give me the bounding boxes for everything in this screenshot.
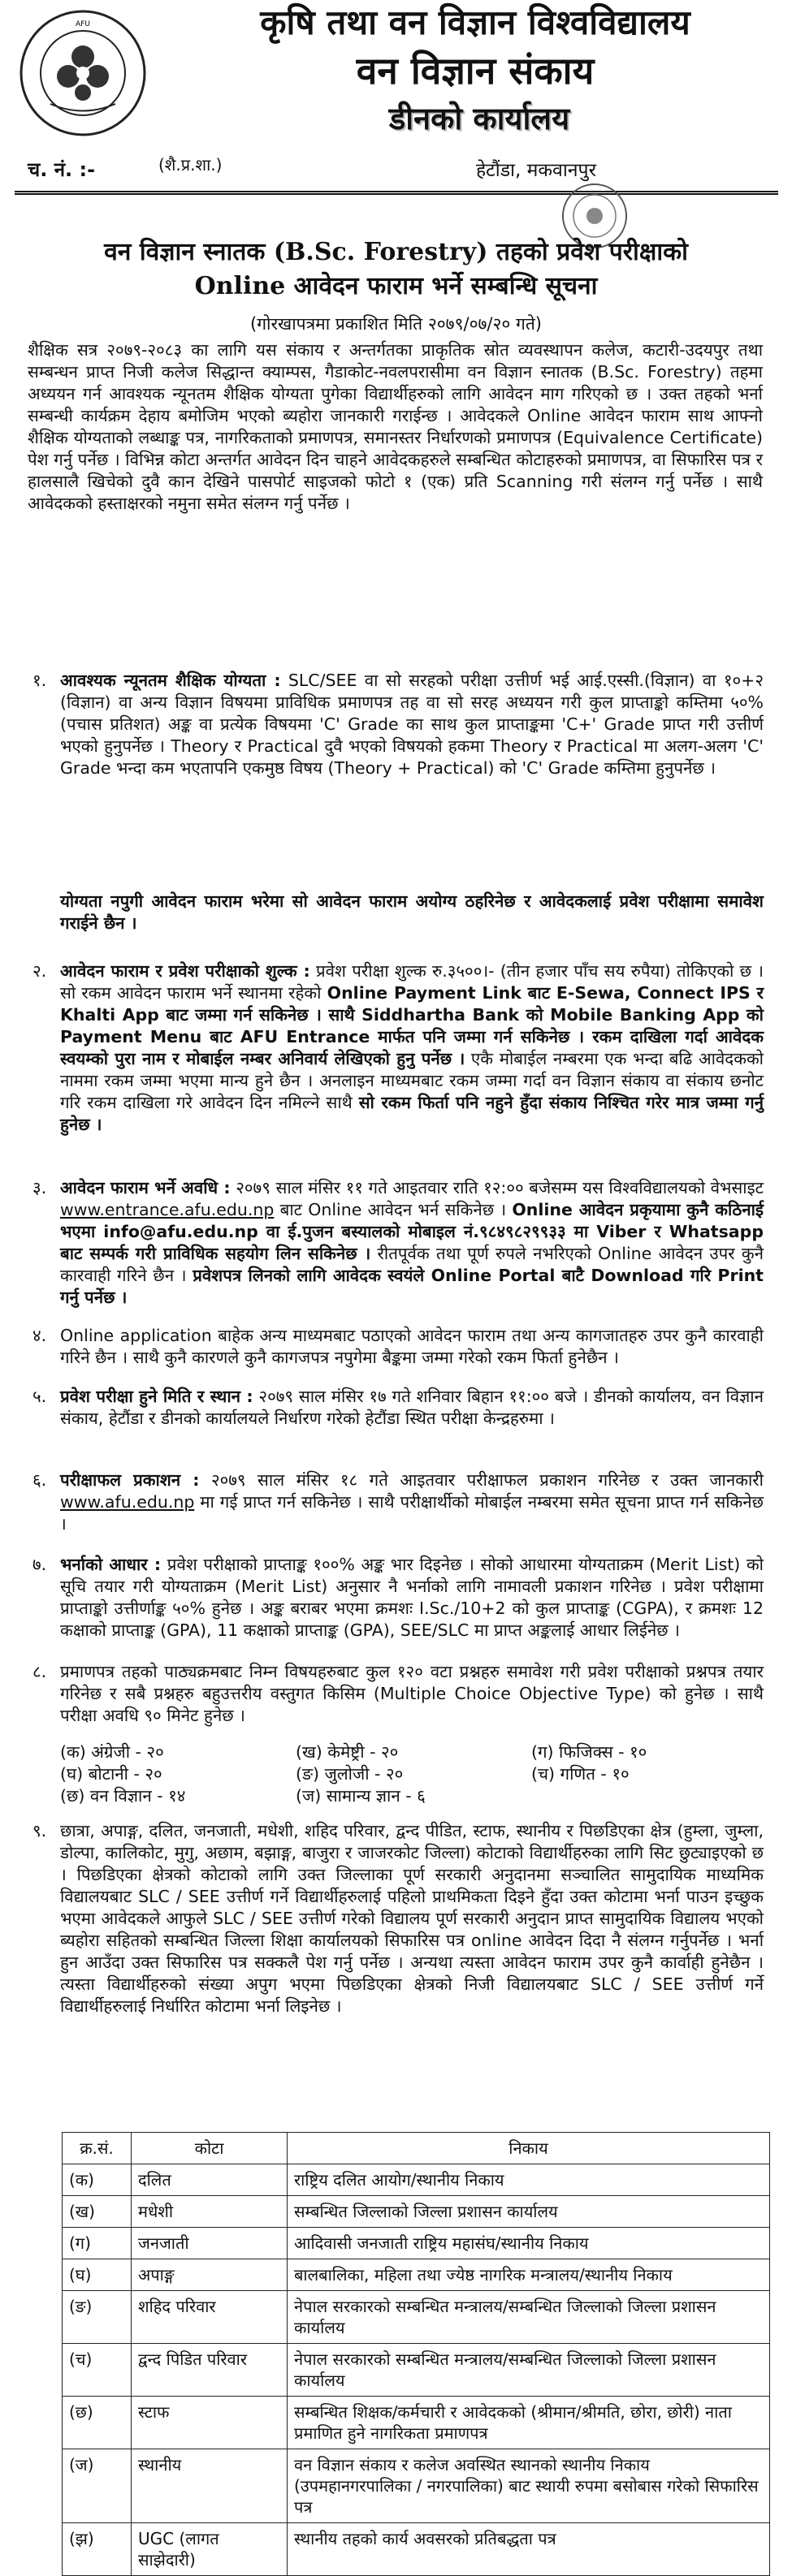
row-quota: UGC (लागत साझेदारी): [132, 2523, 288, 2576]
office-name: डीनको कार्यालय: [388, 101, 570, 136]
reference-number: च. नं. :-: [28, 158, 96, 181]
branch-label: (शै.प्र.शा.): [158, 155, 223, 175]
section-number: ८.: [32, 1662, 47, 1681]
section-body: Online application बाहेक अन्य माध्यमबाट पठाएको आवेदन फाराम तथा अन्य कागजातहरु उपर कुनै कारवाही गरिने छैन । साथै कुनै कारणले कुनै कागजपत्र नपुगेमा बैङ्कमा जम्मा गरेको रकम फिर्ता हुनेछैन ।: [60, 1326, 764, 1367]
row-quota: जनजाती: [132, 2228, 288, 2259]
quota-table: [62, 2132, 770, 2576]
payment-instructions: Online Payment Link बाट E-Sewa, Connect IPS र Khalti App बाट जम्मा गर्न सकिनेछ । साथै Siddhartha Bank को Mobile Banking App को Payment Menu बाट AFU Entrance मार्फत पनि जम्मा गर्न सकिनेछ । रकम दाखिला गर्दा आवेदक स्वयम्को पुरा नाम र मोबाईल नम्बर अनिवार्य लेखिएको हुनु पर्नेछ ।: [60, 983, 764, 1068]
row-quota: द्वन्द पिडित परिवार: [132, 2344, 288, 2397]
section-body: २०७९ साल मंसिर १८ गते आइतवार परीक्षाफल प्रकाशन गरिनेछ र उक्त जानकारी: [199, 1470, 764, 1490]
section-number: ६.: [32, 1470, 47, 1490]
section-number: २.: [32, 961, 47, 981]
section-body: प्रवेश परीक्षा शुल्क रु.३५००।- (तीन हजार पाँच सय रुपैया) तोकिएको छ । सो रकम आवेदन फाराम भर्ने स्थानमा रहेको: [60, 961, 764, 1003]
row-quota: मधेशी: [132, 2196, 288, 2228]
section-heading: परीक्षाफल प्रकाशन :: [60, 1470, 200, 1490]
subject-item: (ग) फिजिक्स - १०: [531, 1742, 647, 1762]
subject-item: (घ) बोटानी - २०: [60, 1764, 162, 1784]
section-result: [32, 1469, 764, 1535]
row-serial: (ज): [63, 2449, 132, 2523]
table-row: [63, 2259, 770, 2291]
section-heading: प्रवेश परीक्षा हुने मिति र स्थान :: [60, 1387, 253, 1406]
row-authority: आदिवासी जनजाती राष्ट्रिय महासंघ/स्थानीय निकाय: [288, 2228, 770, 2259]
table-header-row: [63, 2133, 770, 2164]
publication-date: (गोरखापत्रमा प्रकाशित मिति २०७९/०७/२० गते): [250, 314, 542, 334]
subject-row: [60, 1741, 759, 1763]
section-body: २०७९ साल मंसिर ११ गते आइतवार राति १२:०० बजेसम्म यस विश्वविद्यालयको वेभसाइट: [230, 1178, 764, 1197]
row-serial: (च): [63, 2344, 132, 2397]
section-number: ४.: [32, 1326, 47, 1345]
section-body: एकै मोबाईल नम्बरमा एक भन्दा बढि आवेदकको नाममा रकम जम्मा भएमा मान्य हुने छैन । अनलाइन माध्यमबाट रकम जम्मा गर्दा वन विज्ञान संकाय वा संकाय छनोट गरि रकम दाखिला गरे आवेदन दिन नमिल्ने साथै: [60, 1049, 764, 1112]
subject-item: (ख) केमेष्ट्री - २०: [296, 1742, 399, 1762]
table-row: [63, 2228, 770, 2259]
column-header: कोटा: [132, 2133, 288, 2164]
row-authority: राष्ट्रिय दलित आयोग/स्थानीय निकाय: [288, 2164, 770, 2196]
row-quota: स्थानीय: [132, 2449, 288, 2523]
section-exam-date: [32, 1386, 764, 1430]
subject-item: (ङ) जुलोजी - २०: [296, 1764, 404, 1784]
svg-text:AFU: AFU: [76, 20, 90, 28]
section-body: बाट Online आवेदन भर्न सकिनेछ ।: [274, 1200, 513, 1219]
notice-subtitle: Online आवेदन फाराम भर्ने सम्बन्धि सूचना: [194, 272, 598, 300]
intro-paragraph: शैक्षिक सत्र २०७९-२०८३ का लागि यस संकाय र अन्तर्गतका प्राकृतिक स्रोत व्यवस्थापन कलेज, कटारी-उदयपुर तथा सम्बन्धन प्राप्त निजी कलेज सिद्धान्त क्याम्पस, गैडाकोट-नवलपरासीमा वन विज्ञान स्नातक (B.Sc. Forestry) तहमा अध्ययन गर्न आवश्यक न्यूनतम शैक्षिक योग्यता पुगेका विद्यार्थीहरुको लागि आवेदन माग गरिएको छ । उक्त तहको भर्ना सम्बन्धी कार्यक्रम देहाय बमोजिम भएको ब्यहोरा जानकारी गराईन्छ । आवेदकले Online आवेदन फाराम साथ आफ्नो शैक्षिक योग्यताको लब्धाङ्क पत्र, नागरिकताको प्रमाणपत्र, समानस्तर निर्धारणको प्रमाणपत्र (Equivalence Certificate) पेश गर्नु पर्नेछ । विभिन्न कोटा अन्तर्गत आवेदन दिन चाहने आवेदकहरुले सम्बन्धित कोटाहरुको प्रमाणपत्र, वा सिफारिस पत्र र हालसालै खिचेको दुवै कान देखिने पासपोर्ट साइजको फोटो १ (एक) प्रति Scanning गरी संलग्न गर्नु पर्नेछ । साथै आवेदकको हस्ताक्षरको नमुना समेत संलग्न गर्नु पर्नेछ ।: [28, 340, 763, 513]
section-admission-basis: [32, 1554, 764, 1642]
section-heading: आवेदन फाराम र प्रवेश परीक्षाको शुल्क :: [60, 961, 310, 981]
row-serial: (ख): [63, 2196, 132, 2228]
section-body: प्रमाणपत्र तहको पाठ्यक्रमबाट निम्न विषयहरुबाट कुल १२० वटा प्रश्नहरु समावेश गरी प्रवेश परीक्षाको प्रश्नपत्र तयार गरिनेछ र सबै प्रश्नहरु बहुउत्तरीय वस्तुगत किसिम (Multiple Choice Objective Type) को हुनेछ । साथै परीक्षा अवधि ९० मिनेट हुनेछ ।: [60, 1662, 764, 1725]
section-heading: आवेदन फाराम भर्ने अवधि :: [60, 1178, 231, 1197]
row-authority: वन विज्ञान संकाय र कलेज अवस्थित स्थानको स्थानीय निकाय (उपमहानगरपालिका / नगरपालिका) बाट स्थायी रुपमा बसोबास गरेको सिफारिस पत्र: [288, 2449, 770, 2523]
subject-marks-list: [60, 1741, 759, 1807]
row-serial: (ग): [63, 2228, 132, 2259]
office-address: हेटौंडा, मकवानपुर: [475, 160, 597, 181]
section-qualification: [32, 670, 764, 779]
subject-row: [60, 1785, 759, 1807]
header-divider: [15, 191, 778, 195]
refund-note: सो रकम फिर्ता पनि नहुने हुँदा संकाय निश्चित गरेर मात्र जम्मा गर्नु हुनेछ ।: [60, 1093, 764, 1134]
row-authority: बालबालिका, महिला तथा ज्येष्ठ नागरिक मन्त्रालय/स्थानीय निकाय: [288, 2259, 770, 2291]
table-row: [63, 2291, 770, 2344]
column-header: निकाय: [288, 2133, 770, 2164]
row-quota: अपाङ्ग: [132, 2259, 288, 2291]
row-serial: (झ): [63, 2523, 132, 2576]
row-serial: (घ): [63, 2259, 132, 2291]
row-authority: नेपाल सरकारको सम्बन्धित मन्त्रालय/सम्बन्धित जिल्लाको जिल्ला प्रशासन कार्यालय: [288, 2344, 770, 2397]
section-heading: भर्नाको आधार :: [60, 1555, 162, 1574]
row-serial: (ङ): [63, 2291, 132, 2344]
section-body: मा गई प्राप्त गर्न सकिनेछ । साथै परीक्षार्थीको मोबाईल नम्बरमा समेत सूचना प्राप्त गर्न सकिनेछ ।: [60, 1492, 764, 1534]
column-header: क्र.सं.: [63, 2133, 132, 2164]
table-row: [63, 2523, 770, 2576]
subject-item: (ज) सामान्य ज्ञान - ६: [296, 1786, 426, 1806]
subject-row: [60, 1763, 759, 1785]
row-quota: स्टाफ: [132, 2397, 288, 2449]
section-body: प्रवेश परीक्षाको प्राप्ताङ्क १००% अङ्क भार दिइनेछ । सोको आधारमा योग्यताक्रम (Merit List) को सूचि तयार गरी योग्यताक्रम (Merit List) अनुसार नै भर्नाको लागि नामावली प्रकाशन गरिनेछ । प्रवेश परीक्षामा प्राप्ताङ्को उत्तीर्णाङ्क ५०% हुनेछ । अङ्क बराबर भएमा क्रमशः I.Sc./10+2 को कुल प्राप्ताङ्क (CGPA), र क्रमशः 12 कक्षाको प्राप्ताङ्क (GPA), 11 कक्षाको प्राप्ताङ्क (GPA), SEE/SLC मा प्राप्त अङ्कलाई आधार लिईनेछ ।: [60, 1555, 764, 1640]
table-row: [63, 2397, 770, 2449]
section-heading: आवश्यक न्यूनतम शैक्षिक योग्यता :: [60, 671, 281, 690]
support-contact: Online आवेदन प्रकृयामा कुनै कठिनाई भएमा info@afu.edu.np वा ई.पुजन बस्यालको मोबाइल नं.९८४९८२९९३३ मा Viber र Whatsapp बाट सम्पर्क गरी प्राविधिक सहयोग लिन सकिनेछ ।: [60, 1200, 764, 1263]
row-authority: सम्बन्धित शिक्षक/कर्मचारी र आवेदकको (श्रीमान/श्रीमति, छोरा, छोरी) नाता प्रमाणित हुने नागरिकता प्रमाणपत्र: [288, 2397, 770, 2449]
section-body: रीतपूर्वक तथा पूर्ण रुपले नभरिएको Online आवेदन उपर कुनै कारवाही गरिने छैन ।: [60, 1244, 764, 1285]
section-body: SLC/SEE वा सो सरहको परीक्षा उत्तीर्ण भई आई.एस्सी.(विज्ञान) वा १०+२ (विज्ञान) वा अन्य विज्ञान विषयमा प्राविधिक प्रमाणपत्र तह वा सो सरह अध्ययन गरी कुल प्राप्ताङ्को कम्तिमा ५०% (पचास प्रतिशत) अङ्क वा प्रत्येक विषयमा 'C' Grade का साथ कुल प्राप्ताङ्कमा 'C+' Grade प्राप्त गरी उत्तीर्ण भएको हुनुपर्नेछ । Theory र Practical दुवै भएको विषयको हकमा Theory र Practical मा अलग-अलग 'C' Grade भन्दा कम भएतापनि एकमुष्ठ विषय (Theory + Practical) को 'C' Grade कम्तिमा हुनुपर्नेछ ।: [60, 671, 764, 778]
row-authority: स्थानीय तहको कार्य अवसरको प्रतिबद्धता पत्र: [288, 2523, 770, 2576]
table-row: [63, 2344, 770, 2397]
row-serial: (छ): [63, 2397, 132, 2449]
section-exam-pattern: [32, 1661, 764, 1727]
university-name: कृषि तथा वन विज्ञान विश्वविद्यालय: [260, 2, 690, 42]
section-number: ३.: [32, 1178, 47, 1197]
table-row: [63, 2449, 770, 2523]
section-quota: [32, 1820, 764, 2017]
table-row: [63, 2196, 770, 2228]
row-authority: नेपाल सरकारको सम्बन्धित मन्त्रालय/सम्बन्धित जिल्लाको जिल्ला प्रशासन कार्यालय: [288, 2291, 770, 2344]
row-quota: दलित: [132, 2164, 288, 2196]
section-number: ५.: [32, 1387, 47, 1406]
section-online-only: [32, 1325, 764, 1369]
section-deadline: [32, 1177, 764, 1309]
entrance-website-link[interactable]: www.entrance.afu.edu.np: [60, 1200, 275, 1219]
subject-item: (क) अंग्रेजी - २०: [60, 1742, 164, 1762]
university-logo: [18, 8, 148, 138]
section-body: छात्रा, अपाङ्ग, दलित, जनजाती, मधेशी, शहिद परिवार, द्वन्द पीडित, स्टाफ, स्थानीय र पिछडिएका क्षेत्र (हुम्ला, जुम्ला, डोल्पा, कालिकोट, मुगु, अछाम, बझाङ्ग, बाजुरा र जाजरकोट जिल्ला) कोटाको विद्यार्थीहरुका लागि सिट छुट्याइएको छ । पिछडिएका क्षेत्रको कोटाको लागि उक्त जिल्लाका पूर्ण सरकारी अनुदानमा सञ्चालित सामुदायिक माध्यमिक विद्यालयबाट SLC / SEE उत्तीर्ण गर्ने विद्यार्थीहरुलाई पहिलो प्राथमिकता दिइने हुँदा उक्त कोटामा भर्ना पाउन इच्छुक भएमा आवेदकले आफुले SLC / SEE उत्तीर्ण गरेको विद्यालय पूर्ण सरकारी अनुदान प्राप्त सामुदायिक विद्यालय भएको ब्यहोरा सहितको सम्बन्धित जिल्ला शिक्षा कार्यालयको सिफारिस पत्र online आवेदन दिदा नै संलग्न गर्नुपर्नेछ । भर्ना हुन आउँदा उक्त सिफारिस पत्र सक्कलै पेश गर्नु पर्नेछ । अन्यथा त्यस्ता आवेदन फाराम उपर कुनै कार्वाही हुनेछैन । त्यस्ता विद्यार्थीहरुको संख्या अपुग भएमा पिछडिएका क्षेत्रको निजी विद्यालयबाट SLC / SEE उत्तीर्ण गर्ने विद्यार्थीहरुलाई निर्धारित कोटामा भर्ना लिइनेछ ।: [60, 1821, 764, 2016]
admit-card-note: प्रवेशपत्र लिनको लागि आवेदक स्वयंले Online Portal बाटै Download गरि Print गर्नु पर्नेछ ।: [60, 1266, 764, 1307]
row-authority: सम्बन्धित जिल्लाको जिल्ला प्रशासन कार्यालय: [288, 2196, 770, 2228]
row-quota: शहिद परिवार: [132, 2291, 288, 2344]
section-body: २०७९ साल मंसिर १७ गते शनिवार बिहान ११:०० बजे । डीनको कार्यालय, वन विज्ञान संकाय, हेटौंडा र डीनको कार्यालयले निर्धारण गरेको हेटौंडा स्थित परीक्षा केन्द्रहरुमा ।: [60, 1387, 764, 1428]
qualification-warning: योग्यता नपुगी आवेदन फाराम भरेमा सो आवेदन फाराम अयोग्य ठहरिनेछ र आवेदकलाई प्रवेश परीक्षामा समावेश गराईने छैन ।: [60, 891, 764, 933]
row-serial: (क): [63, 2164, 132, 2196]
afu-website-link[interactable]: www.afu.edu.np: [60, 1492, 195, 1512]
section-fee: [32, 960, 764, 1136]
faculty-name: वन विज्ञान संकाय: [356, 49, 595, 93]
notice-title: वन विज्ञान स्नातक (B.Sc. Forestry) तहको प्रवेश परीक्षाको: [104, 238, 688, 266]
subject-item: (च) गणित - १०: [531, 1764, 630, 1784]
section-number: ९.: [32, 1821, 47, 1840]
section-number: ७.: [32, 1555, 47, 1574]
table-row: [63, 2164, 770, 2196]
subject-item: (छ) वन विज्ञान - १४: [60, 1786, 186, 1806]
section-number: १.: [32, 671, 47, 690]
